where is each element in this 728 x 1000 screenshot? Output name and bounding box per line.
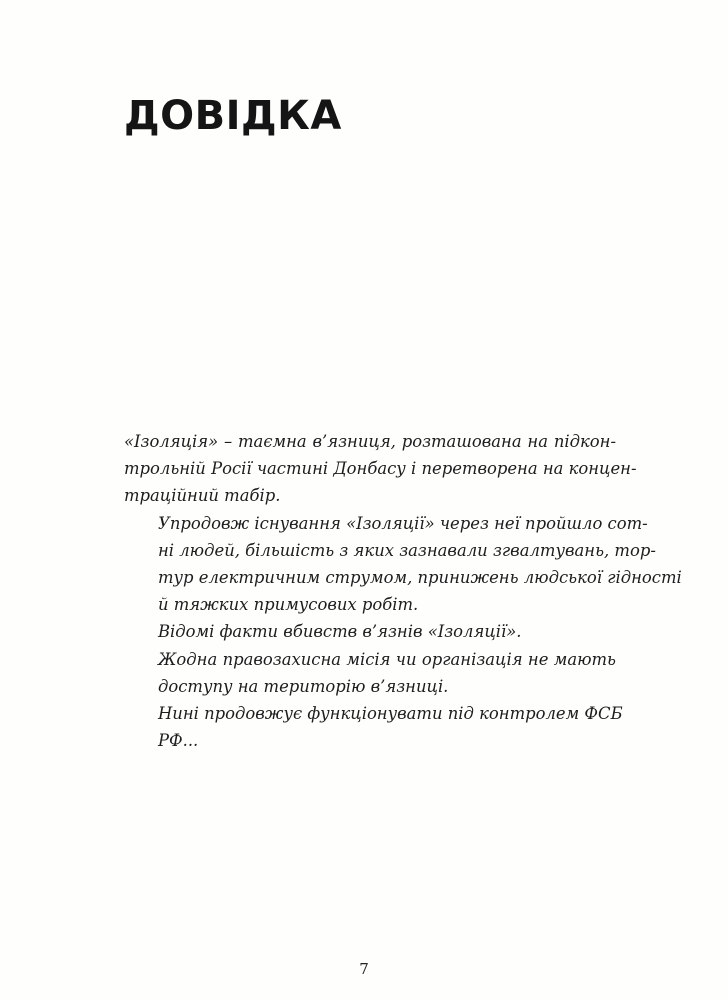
page-number: 7 [359,960,369,978]
text-line: трольній Росії частині Донбасу і перетворена на концен- [124,459,637,479]
text-line: ні людей, більшість з яких зазнавали згвалтувань, тор- [158,540,656,560]
text-line: «Ізоляція» – таємна в’язниця, розташована на підкон- [124,432,616,451]
paragraph-2 [124,510,682,619]
paragraph-5 [124,700,623,754]
text-line: Нині продовжує функціонувати під контролем ФСБ [158,704,623,724]
text-line: Жодна правозахисна місія чи організація не мають [158,649,616,669]
text-line: траційний табір. [124,486,281,506]
paragraph-3 [124,618,616,645]
text-line: й тяжких примусових робіт. [158,595,419,615]
page-heading: ДОВІДКА [124,93,342,139]
text-line: доступу на територію в’язниці. [158,676,449,696]
text-line: Упродовж існування «Ізоляції» через неї пройшло сот- [158,513,648,533]
paragraph-1 [124,428,637,510]
body-text [124,428,682,754]
text-line: Відомі факти вбивств в’язнів «Ізоляції». [158,622,522,642]
text-line: РФ... [158,731,199,751]
paragraph-4 [124,646,616,700]
text-line: тур електричним струмом, принижень людської гідності [158,568,682,588]
